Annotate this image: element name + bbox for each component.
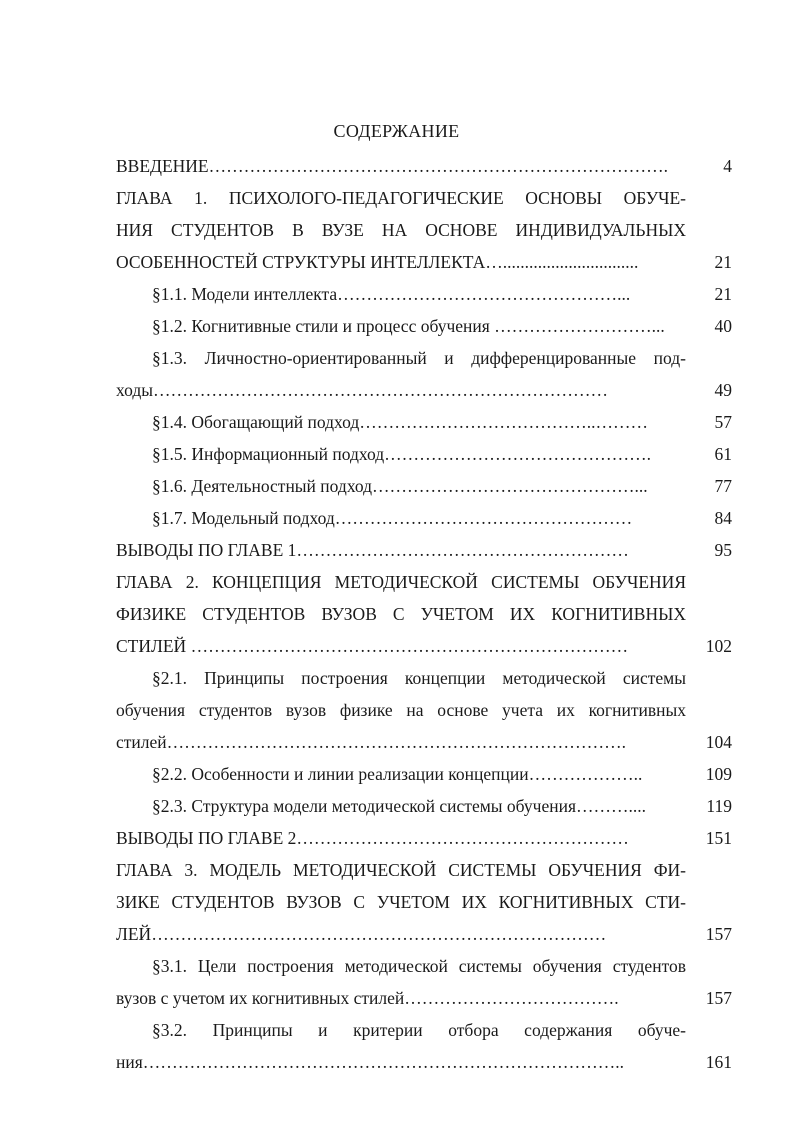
toc-entry-text: §1.5. Информационный подход……………………………………….	[152, 444, 652, 464]
toc-entry-3-1	[0, 950, 793, 982]
toc-entry-chapter-1-end	[0, 246, 793, 278]
toc-entry-chapter-2	[0, 566, 793, 598]
toc-page-number: 61	[714, 444, 732, 464]
toc-entry-text: ВЫВОДЫ ПО ГЛАВЕ 1…………………………………………………	[116, 540, 629, 560]
table-of-contents	[0, 150, 793, 1078]
toc-entry-3-2-end	[0, 1046, 793, 1078]
toc-page-number: 151	[705, 828, 732, 848]
toc-entry-chapter-3-end	[0, 918, 793, 950]
toc-page-number: 49	[714, 380, 732, 400]
toc-entry-1-3	[0, 342, 793, 374]
toc-page-number: 77	[714, 476, 732, 496]
toc-entry-text: §2.1. Принципы построения концепции методической системы	[152, 668, 686, 688]
toc-entry-text: ВВЕДЕНИЕ…………………………………………………………………….	[116, 156, 669, 176]
toc-page-number: 4	[723, 156, 732, 176]
toc-entry-1-5	[0, 438, 793, 470]
toc-entry-text: СТИЛЕЙ …………………………………………………………………	[116, 636, 629, 656]
toc-entry-2-1-cont	[0, 694, 793, 726]
toc-entry-2-2	[0, 758, 793, 790]
toc-entry-text: ВЫВОДЫ ПО ГЛАВЕ 2…………………………………………………	[116, 828, 629, 848]
toc-entry-text: §1.4. Обогащающий подход…………………………………..………	[152, 412, 649, 432]
toc-page-number: 109	[705, 764, 732, 784]
toc-entry-1-7	[0, 502, 793, 534]
toc-entry-1-4	[0, 406, 793, 438]
toc-entry-text: §2.2. Особенности и линии реализации концепции………………..	[152, 764, 643, 784]
toc-entry-text: §3.1. Цели построения методической системы обучения студентов	[152, 956, 686, 976]
toc-entry-text: ФИЗИКЕ СТУДЕНТОВ ВУЗОВ С УЧЕТОМ ИХ КОГНИТИВНЫХ	[116, 604, 686, 624]
toc-entry-chapter-2-cont	[0, 598, 793, 630]
toc-page-number: 157	[705, 988, 732, 1008]
toc-page-number: 57	[714, 412, 732, 432]
page-title: СОДЕРЖАНИЕ	[333, 121, 460, 141]
toc-entry-text: §1.3. Личностно-ориентированный и дифференцированные под-	[152, 348, 686, 368]
toc-entry-intro	[0, 150, 793, 182]
toc-entry-chapter-3	[0, 854, 793, 886]
toc-entry-text: §3.2. Принципы и критерии отбора содержания обуче-	[152, 1020, 686, 1040]
toc-entry-1-2	[0, 310, 793, 342]
toc-page-number: 104	[705, 732, 732, 752]
toc-entry-chapter-2-end	[0, 630, 793, 662]
toc-entry-chapter-3-cont	[0, 886, 793, 918]
toc-page-number: 161	[705, 1052, 732, 1072]
toc-page-number: 21	[714, 252, 732, 272]
toc-entry-2-3	[0, 790, 793, 822]
toc-entry-chapter-1-cont	[0, 214, 793, 246]
toc-entry-text: ГЛАВА 1. ПСИХОЛОГО-ПЕДАГОГИЧЕСКИЕ ОСНОВЫ ОБУЧЕ-	[116, 188, 686, 208]
toc-page-number: 95	[714, 540, 732, 560]
toc-page-number: 84	[714, 508, 732, 528]
toc-entry-text: обучения студентов вузов физике на основе учета их когнитивных	[116, 700, 686, 720]
toc-entry-text: ния………………………………………………………………………..	[116, 1052, 625, 1072]
toc-page-number: 119	[706, 796, 732, 816]
toc-entry-text: вузов с учетом их когнитивных стилей……………………………….	[116, 988, 619, 1008]
toc-entry-2-1	[0, 662, 793, 694]
toc-page-number: 102	[705, 636, 732, 656]
toc-entry-text: НИЯ СТУДЕНТОВ В ВУЗЕ НА ОСНОВЕ ИНДИВИДУАЛЬНЫХ	[116, 220, 686, 240]
toc-entry-text: §2.3. Структура модели методической системы обучения………....	[152, 796, 646, 816]
toc-entry-3-1-end	[0, 982, 793, 1014]
toc-page-number: 157	[705, 924, 732, 944]
toc-page-number: 40	[714, 316, 732, 336]
toc-entry-text: §1.6. Деятельностный подход………………………………………...	[152, 476, 648, 496]
toc-entry-text: ЛЕЙ……………………………………………………………………	[116, 924, 607, 944]
toc-page-number: 21	[714, 284, 732, 304]
toc-entry-text: ГЛАВА 2. КОНЦЕПЦИЯ МЕТОДИЧЕСКОЙ СИСТЕМЫ ОБУЧЕНИЯ	[116, 572, 686, 592]
toc-entry-conclusions-2	[0, 822, 793, 854]
toc-entry-1-1	[0, 278, 793, 310]
toc-entry-2-1-end	[0, 726, 793, 758]
toc-entry-text: §1.7. Модельный подход……………………………………………	[152, 508, 633, 528]
toc-entry-text: §1.1. Модели интеллекта…………………………………………...	[152, 284, 631, 304]
toc-entry-text: ОСОБЕННОСТЕЙ СТРУКТУРЫ ИНТЕЛЛЕКТА…...............................	[116, 252, 639, 272]
toc-entry-3-2	[0, 1014, 793, 1046]
toc-entry-text: §1.2. Когнитивные стили и процесс обучения ………………………...	[152, 316, 665, 336]
toc-entry-text: стилей…………………………………………………………………….	[116, 732, 627, 752]
toc-entry-1-6	[0, 470, 793, 502]
toc-entry-text: ходы……………………………………………………………………	[116, 380, 608, 400]
toc-entry-text: ЗИКЕ СТУДЕНТОВ ВУЗОВ С УЧЕТОМ ИХ КОГНИТИВНЫХ СТИ-	[116, 892, 686, 912]
toc-entry-text: ГЛАВА 3. МОДЕЛЬ МЕТОДИЧЕСКОЙ СИСТЕМЫ ОБУЧЕНИЯ ФИ-	[116, 860, 686, 880]
toc-entry-chapter-1	[0, 182, 793, 214]
toc-entry-1-3-end	[0, 374, 793, 406]
toc-entry-conclusions-1	[0, 534, 793, 566]
